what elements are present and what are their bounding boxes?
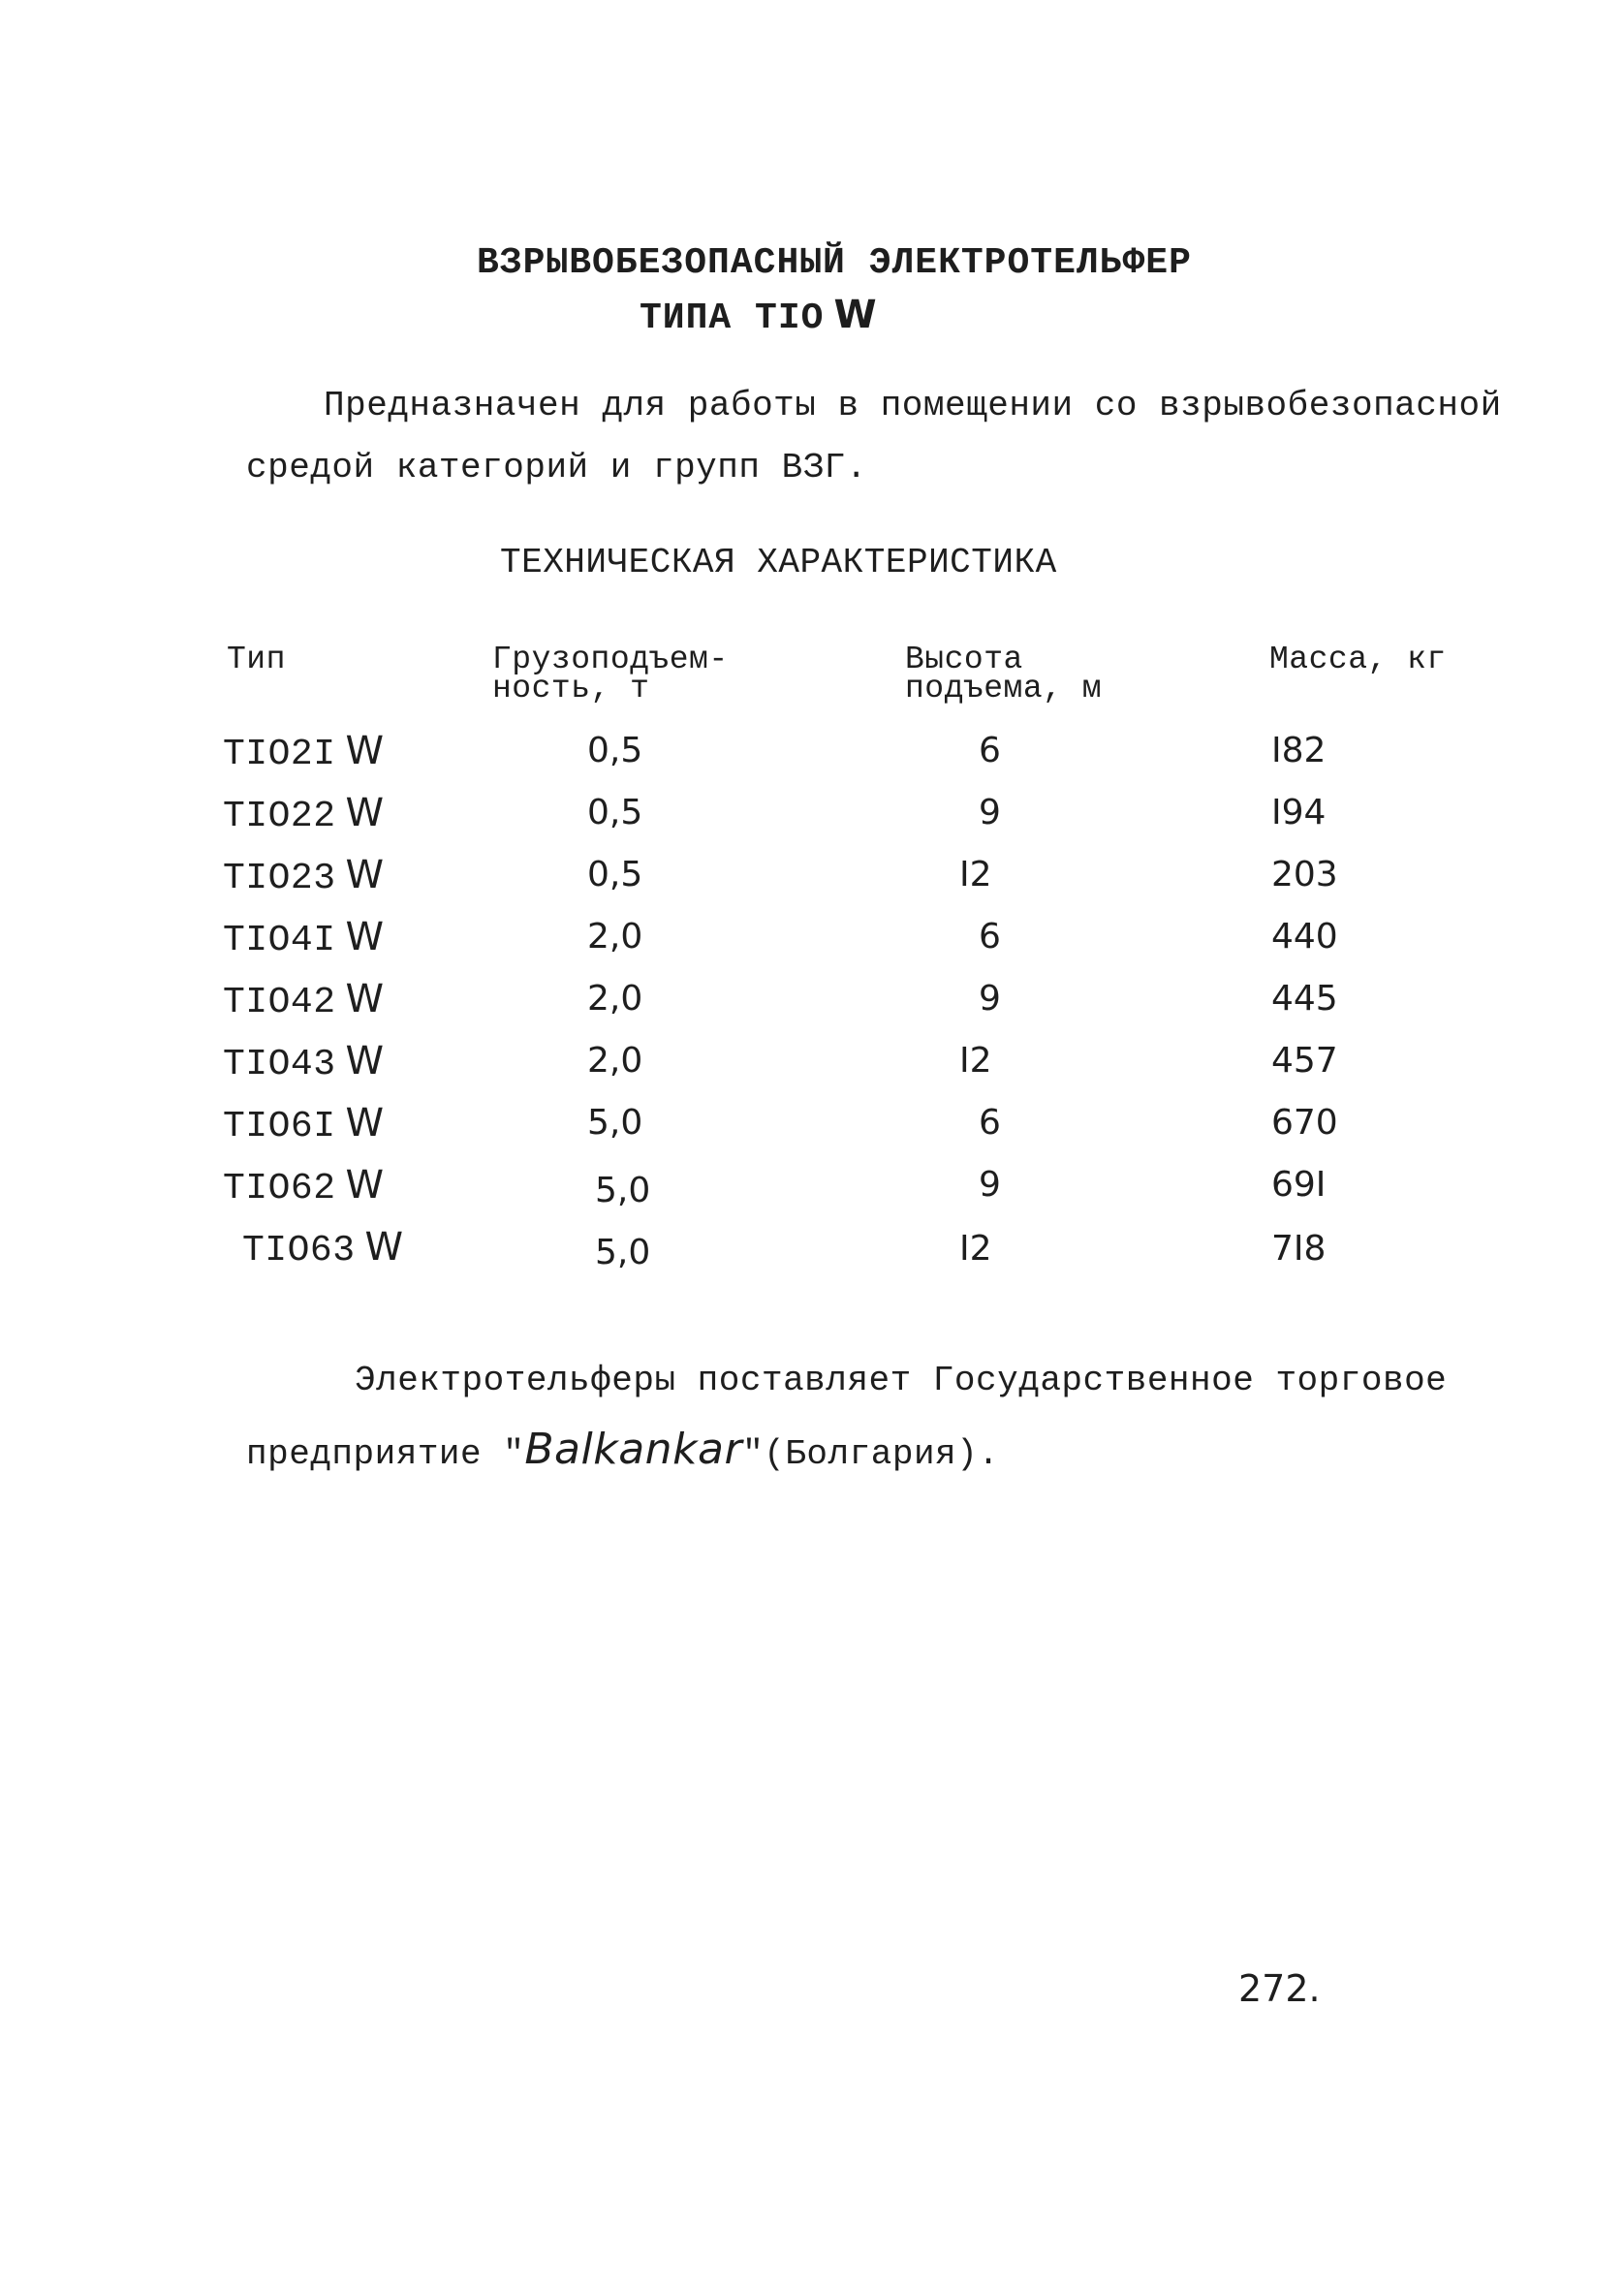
table-cell-mass: 457 <box>1271 1041 1338 1081</box>
table-header-height: Высота подъема, м <box>905 642 1103 706</box>
table-cell-height: 9 <box>979 793 1001 832</box>
table-cell-capacity: 2,0 <box>587 1041 643 1081</box>
table-cell-mass: I82 <box>1271 731 1327 770</box>
table-cell-mass: 69I <box>1271 1165 1327 1205</box>
section-heading: ТЕХНИЧЕСКАЯ ХАРАКТЕРИСТИКА <box>500 543 1057 582</box>
table-cell-capacity: 5,0 <box>587 1103 643 1143</box>
intro-line-2: средой категорий и групп ВЗГ. <box>246 448 868 487</box>
w-mark: W <box>345 1163 385 1208</box>
title-line-1: ВЗРЫВОБЕЗОПАСНЫЙ ЭЛЕКТРОТЕЛЬФЕР <box>477 242 1192 284</box>
table-row-type: ТIО63 W <box>242 1225 404 1271</box>
table-cell-height: 9 <box>979 1165 1001 1205</box>
table-cell-height: I2 <box>959 1229 992 1269</box>
supplier-suffix: "(Болгария). <box>742 1434 1000 1474</box>
table-cell-height: I2 <box>959 855 992 894</box>
w-mark: W <box>345 1039 385 1083</box>
table-header-type: Тип <box>227 642 286 677</box>
supplier-prefix: предприятие " <box>246 1434 525 1474</box>
table-cell-capacity: 2,0 <box>587 979 643 1019</box>
table-cell-capacity: 2,0 <box>587 917 643 957</box>
table-cell-capacity: 0,5 <box>587 793 643 832</box>
table-row-type: ТIО2I W <box>223 729 385 775</box>
table-cell-height: 6 <box>979 1103 1001 1143</box>
intro-line-1: Предназначен для работы в помещении со взрывобезопасной <box>324 386 1502 425</box>
table-cell-mass: 203 <box>1271 855 1338 894</box>
table-cell-mass: I94 <box>1271 793 1327 832</box>
table-cell-capacity: 5,0 <box>595 1171 651 1210</box>
w-mark: W <box>345 853 385 897</box>
table-cell-mass: 670 <box>1271 1103 1338 1143</box>
table-row-type: ТIО4I W <box>223 915 385 961</box>
table-cell-height: 9 <box>979 979 1001 1019</box>
table-cell-mass: 440 <box>1271 917 1338 957</box>
w-mark: W <box>345 1101 385 1145</box>
table-row-type: ТIО23 W <box>223 853 385 899</box>
supplier-line-1: Электротельферы поставляет Государственное торговое <box>355 1361 1448 1400</box>
supplier-company-name: Balkankar <box>524 1425 743 1474</box>
w-mark: W <box>364 1225 404 1270</box>
table-cell-height: 6 <box>979 917 1001 957</box>
table-cell-mass: 7I8 <box>1271 1229 1327 1269</box>
title-type-suffix: W <box>833 293 878 337</box>
table-row-type: ТIО42 W <box>223 977 385 1023</box>
title-line-2 <box>640 293 878 339</box>
table-cell-capacity: 5,0 <box>595 1233 651 1272</box>
supplier-line-2 <box>246 1425 999 1474</box>
table-cell-height: 6 <box>979 731 1001 770</box>
w-mark: W <box>345 915 385 959</box>
page-number: 272. <box>1238 1967 1321 2010</box>
title-type-prefix: ТИПА ТIO <box>640 298 825 339</box>
table-row-type: ТIО6I W <box>223 1101 385 1147</box>
table-header-capacity: Грузоподъем- ность, т <box>492 642 729 706</box>
w-mark: W <box>345 729 385 773</box>
table-cell-mass: 445 <box>1271 979 1338 1019</box>
table-header-mass: Масса, кг <box>1269 642 1447 677</box>
table-cell-capacity: 0,5 <box>587 731 643 770</box>
table-row-type: ТIО62 W <box>223 1163 385 1209</box>
w-mark: W <box>345 977 385 1021</box>
w-mark: W <box>345 791 385 835</box>
table-row-type: ТIО43 W <box>223 1039 385 1085</box>
table-row-type: ТIО22 W <box>223 791 385 837</box>
table-cell-capacity: 0,5 <box>587 855 643 894</box>
table-cell-height: I2 <box>959 1041 992 1081</box>
